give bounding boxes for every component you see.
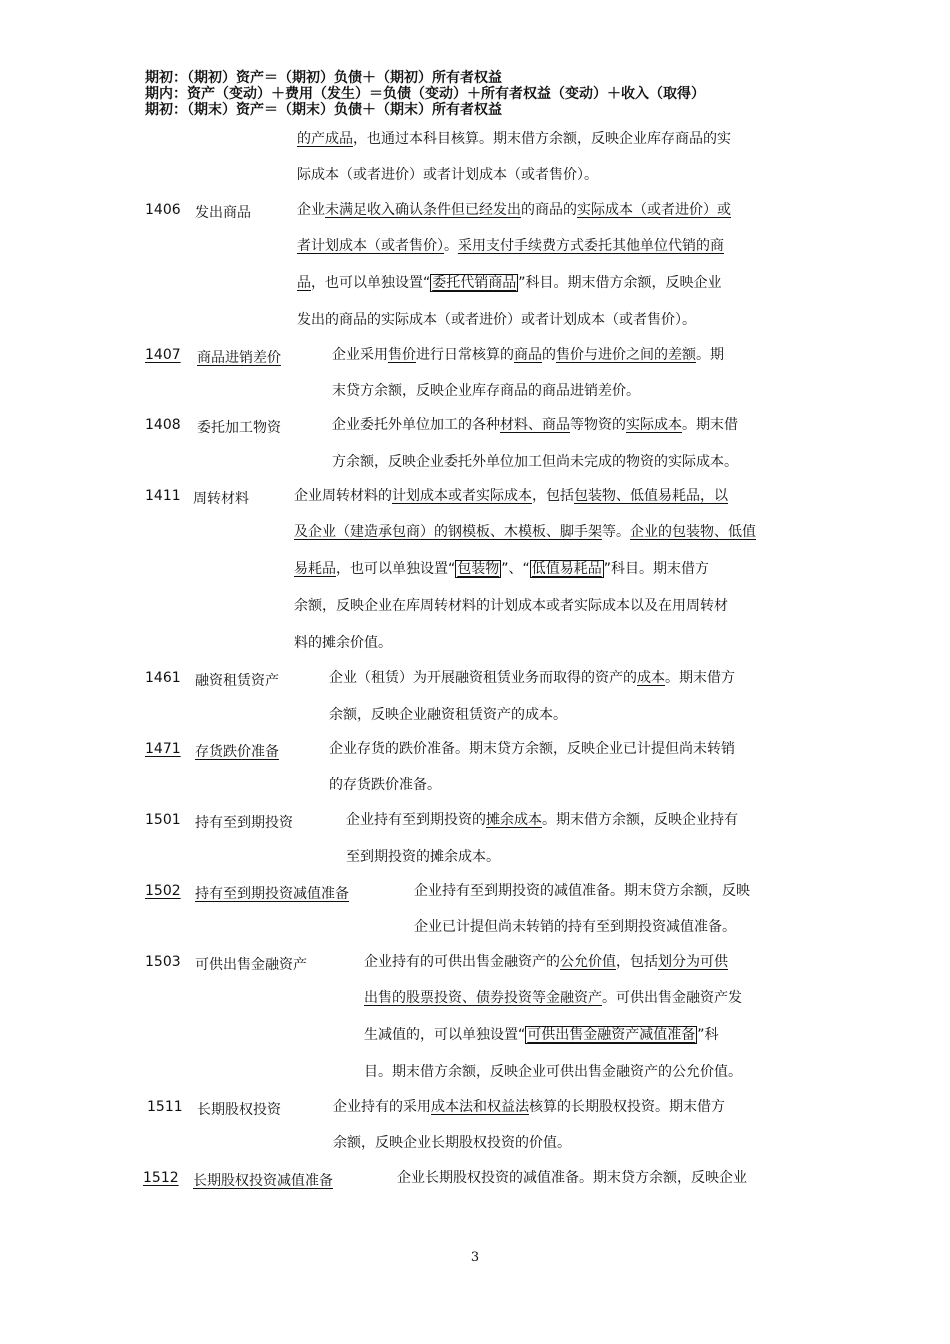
account-name: 发出商品 <box>195 205 251 221</box>
account-name: 周转材料 <box>193 491 249 507</box>
text: 。期末借 <box>682 417 738 433</box>
entry-1503-line-1 <box>364 952 728 972</box>
header-line-1: 期初：（期初）资产＝（期初）负债＋（期初）所有者权益 <box>145 70 502 86</box>
entry-1406-line-2 <box>297 236 724 256</box>
account-name: 存货跌价准备 <box>195 744 279 760</box>
account-name: 融资租赁资产 <box>195 673 279 689</box>
page-number: 3 <box>470 1250 480 1265</box>
entry-1407-line-2: 末贷方余额，反映企业库存商品的商品进销差价。 <box>332 383 640 399</box>
text: 的 <box>542 347 556 363</box>
underlined-text: 未满足收入确认条件但已经发出 <box>325 202 521 218</box>
text: ”、“ <box>501 561 530 577</box>
account-code: 1411 <box>145 488 181 504</box>
text: 企业（租赁）为开展融资租赁业务而取得的资产的 <box>329 670 637 686</box>
entry-1406-line-3 <box>297 273 722 293</box>
text: 企业持有的采用 <box>333 1099 431 1115</box>
entry-1502-line-1: 企业持有至到期投资的减值准备。期末贷方余额，反映 <box>414 883 750 899</box>
text: ，也可以单独设置“ <box>336 561 456 577</box>
entry-1511-line-1 <box>333 1097 725 1117</box>
account-code: 1461 <box>145 670 181 686</box>
entry-1411-line-4: 余额，反映企业在库周转材料的计划成本或者实际成本以及在用周转材 <box>294 598 728 614</box>
boxed-account-name: 包装物 <box>457 561 500 577</box>
underlined-text: 实际成本 <box>626 417 682 433</box>
text: ，也通过本科目核算。期末借方余额，反映企业库存商品的实 <box>353 131 731 147</box>
underlined-text: 企业的包装物、低值 <box>630 524 756 540</box>
entry-1408-line-2: 方余额，反映企业委托外单位加工但尚未完成的物资的实际成本。 <box>332 454 738 470</box>
text: 核算的长期股权投资。期末借方 <box>529 1099 725 1115</box>
entry-1501-line-2: 至到期投资的摊余成本。 <box>346 849 500 865</box>
underlined-text: 成本法和权益法 <box>431 1099 529 1115</box>
text: 企业周转材料的 <box>294 488 392 504</box>
text: 企业委托外单位加工的各种 <box>332 417 500 433</box>
account-code: 1512 <box>143 1170 179 1186</box>
text: 企业 <box>297 202 325 218</box>
underlined-text: 及企业（建造承包商）的钢模板、木模板、脚手架 <box>294 524 602 540</box>
text: 。 <box>444 238 458 254</box>
account-name: 长期股权投资减值准备 <box>193 1173 333 1189</box>
underlined-text: 划分为可供 <box>658 954 728 970</box>
text: ，包括 <box>532 488 574 504</box>
account-code: 1406 <box>145 202 181 218</box>
underlined-text: 成本 <box>637 670 665 686</box>
text: 。可供出售金融资产发 <box>602 990 742 1006</box>
account-name: 持有至到期投资减值准备 <box>195 886 349 902</box>
entry-1461-line-2: 余额，反映企业融资租赁资产的成本。 <box>329 707 567 723</box>
text: ，也可以单独设置“ <box>311 275 431 291</box>
header-line-2: 期内：资产（变动）＋费用（发生）＝负债（变动）＋所有者权益（变动）＋收入（取得） <box>145 86 705 102</box>
entry-1411-line-1 <box>294 486 728 506</box>
underlined-text: 采用支付手续费方式委托其他单位代销的商 <box>458 238 724 254</box>
text: 。期末借方 <box>665 670 735 686</box>
boxed-account-name: 委托代销商品 <box>432 275 517 291</box>
text: 等。 <box>602 524 630 540</box>
text: 进行日常核算的 <box>416 347 514 363</box>
account-code: 1408 <box>145 417 181 433</box>
underlined-text: 公允价值 <box>560 954 616 970</box>
entry-1408-line-1 <box>332 415 738 435</box>
entry-1471-line-2: 的存货跌价准备。 <box>329 777 441 793</box>
underlined-text: 售价 <box>388 347 416 363</box>
underlined-text: 易耗品 <box>294 561 336 577</box>
text: ，包括 <box>616 954 658 970</box>
account-name: 委托加工物资 <box>197 420 281 436</box>
account-code: 1502 <box>145 883 181 899</box>
text: 。期末借方余额，反映企业持有 <box>542 812 738 828</box>
entry-1411-line-5: 料的摊余价值。 <box>294 635 392 651</box>
entry-1471-line-1: 企业存货的跌价准备。期末贷方余额，反映企业已计提但尚未转销 <box>329 741 735 757</box>
continued-line-1 <box>297 129 731 149</box>
underlined-text: 材料、商品 <box>500 417 570 433</box>
account-code: 1511 <box>147 1099 183 1115</box>
account-name: 商品进销差价 <box>197 350 281 366</box>
underlined-text: 包装物、低值易耗品，以 <box>574 488 728 504</box>
text: ”科目。期末借方余额，反映企业 <box>518 275 722 291</box>
entry-1502-line-2: 企业已计提但尚未转销的持有至到期投资减值准备。 <box>414 919 736 935</box>
underlined-text: 商品 <box>514 347 542 363</box>
account-code: 1471 <box>145 741 181 757</box>
account-name: 长期股权投资 <box>197 1102 281 1118</box>
boxed-account-name: 低值易耗品 <box>531 561 602 577</box>
underlined-text: 出售的股票投资、债券投资等金融资产 <box>364 990 602 1006</box>
underlined-text: 摊余成本 <box>486 812 542 828</box>
account-code: 1407 <box>145 347 181 363</box>
text: ”科 <box>697 1027 719 1043</box>
text: 企业持有至到期投资的 <box>346 812 486 828</box>
underlined-text: 售价与进价之间的差额 <box>556 347 696 363</box>
underlined-text: 者计划成本（或者售价） <box>297 238 444 254</box>
entry-1411-line-3 <box>294 559 709 579</box>
text: ”科目。期末借方 <box>603 561 710 577</box>
entry-1501-line-1 <box>346 810 738 830</box>
text: 。期 <box>696 347 724 363</box>
text: 生减值的，可以单独设置“ <box>364 1027 526 1043</box>
entry-1512-line-1: 企业长期股权投资的减值准备。期末贷方余额，反映企业 <box>397 1170 747 1186</box>
underlined-text: 的产成品 <box>297 131 353 147</box>
entry-1503-line-3 <box>364 1025 719 1045</box>
underlined-text: 品 <box>297 275 311 291</box>
text: 企业采用 <box>332 347 388 363</box>
entry-1407-line-1 <box>332 345 724 365</box>
entry-1461-line-1 <box>329 668 735 688</box>
entry-1511-line-2: 余额，反映企业长期股权投资的价值。 <box>333 1135 571 1151</box>
entry-1406-line-4: 发出的商品的实际成本（或者进价）或者计划成本（或者售价）。 <box>297 312 696 328</box>
entry-1503-line-4: 目。期末借方余额，反映企业可供出售金融资产的公允价值。 <box>364 1064 742 1080</box>
entry-1411-line-2 <box>294 522 756 542</box>
text: 企业持有的可供出售金融资产的 <box>364 954 560 970</box>
entry-1406-line-1 <box>297 200 731 220</box>
boxed-account-name: 可供出售金融资产减值准备 <box>527 1027 696 1043</box>
underlined-text: 实际成本（或者进价）或 <box>577 202 731 218</box>
underlined-text: 计划成本或者实际成本 <box>392 488 532 504</box>
text: 的商品的 <box>521 202 577 218</box>
text: 等物资的 <box>570 417 626 433</box>
account-code: 1503 <box>145 954 181 970</box>
account-code: 1501 <box>145 812 181 828</box>
entry-1503-line-2 <box>364 988 742 1008</box>
account-name: 可供出售金融资产 <box>195 957 307 973</box>
header-line-3: 期初：（期末）资产＝（期末）负债＋（期末）所有者权益 <box>145 102 502 118</box>
continued-line-2: 际成本（或者进价）或者计划成本（或者售价）。 <box>297 167 598 183</box>
account-name: 持有至到期投资 <box>195 815 293 831</box>
